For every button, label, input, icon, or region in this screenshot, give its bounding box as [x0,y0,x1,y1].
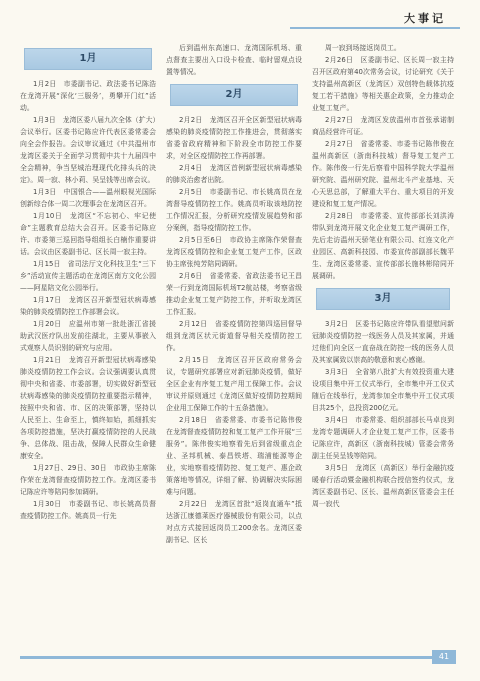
chronicle-entry: 2月2日 龙湾区召开全区新型冠状病毒感染的肺炎疫情防控工作推进会，贯彻落实省委省政府精神和下阶段全市防控工作要求，对全区疫情防控工作再部署。 [166,116,302,160]
chronicle-entry: 1月15日 省司法厅文化科技卫生“三下乡”活动宣传主题活动在龙湾区南方文化公园——阿星陪文化公园举行。 [20,260,156,292]
footer-rule [20,656,440,659]
header-rule [290,27,460,29]
column-1 [20,42,156,522]
chronicle-entry: 2月28日 市委常委、宣传部部长刘洪涛带队到龙湾开展文化企业复工复产调研工作，先后走访温州天骄笔业有限公司、红连文化产业园区、高新科技园、市委宣传部副部长魏平生、龙湾区委常委、宣传部部长施林彬陪同开展调研。 [312,212,454,280]
section-title: 大事记 [404,12,446,25]
chronicle-entry: 3月5日 龙湾区（高新区）举行金融抗疫暖春行活动暨金融机构联合授信签约仪式，龙湾区委副书记、区长、温州高新区管委会主任周一寂代 [312,464,454,508]
column-2 [166,42,302,546]
chronicle-entry: 1月17日 龙湾区召开新型冠状病毒感染的肺炎疫情防控工作部署会议。 [20,296,156,316]
chronicle-entry: 3月3日 全省第八批扩大有效投资重大建设项目集中开工仪式举行，全市集中开工仪式随后在线举行，龙湾参加全市集中开工仪式项目共25个，总投资200亿元。 [312,368,454,412]
chronicle-entry: 2月15日 龙湾区召开区政府常务会议，专题研究部署应对新冠肺炎疫情，做好全区企业有序复工复产用工保障工作。会议审议并原则通过《龙湾区做好疫情防控期间企业用工保障工作的十五条措施》。 [166,356,302,412]
month-heading: 3月 [316,288,450,310]
chronicle-entry: 1月3日 龙湾区委八届九次全体（扩大）会议举行。区委书记陈应许代表区委常委会向全会作报告。会议审议通过《中共温州市龙湾区委关于全面学习贯彻中共十九届四中全会精神，争当坚城治理现代化排头兵的决定》。周一寂、林小莉、吴呈钱等出席会议。 [20,116,156,184]
chronicle-entry: 2月26日 区委副书记、区长周一寂主持召开区政府第40次常务会议，讨论研究《关于支持温州高新区（龙湾区）双创特色载体抗疫复工若干措施》等相关惠企政策，全力推动企业复工复产。 [312,56,454,112]
chronicle-entry: 1月30日 市委副书记、市长姚高员督查疫情防控工作。姚高员一行先 [20,500,156,520]
chronicle-entry: 2月6日 省委常委、省政法委书记王昌荣一行到龙湾国际机场T2航站楼，考察省级推动企业复工复产防控工作，并听取龙湾区工作汇报。 [166,272,302,316]
chronicle-entry: 1月27日、29日、30日 市政协主席陈作荣在龙湾督查疫情防控工作。龙湾区委书记陈应许等陪同参加调研。 [20,464,156,496]
chronicle-entry: 2月5日至6日 市政协主席陈作荣督查龙湾区疫情防控和企业复工复产工作，区政协主席张纯芳陪同调研。 [166,236,302,268]
chronicle-entry: 1月3日 中国银合——温州眼视光国际创新综合体一周二次理事会在龙湾区召开。 [20,188,156,208]
chronicle-entry: 周一寂到场接返岗员工。 [325,44,401,52]
chronicle-entry: 2月12日 省委疫情防控第四巡回督导组到龙湾区状元街道督导相关疫情防控工作。 [166,320,302,352]
chronicle-entry: 2月22日 龙湾区首批“返岗直通车”抵达浙江康德莱医疗器械股份有限公司，以点对点方式接回返岗员工200余名。龙湾区委副书记、区长 [166,500,302,544]
page-header [0,0,480,30]
chronicle-entry: 1月20日 应温州市第一批赴浙江省援助武汉医疗队出发前往湖北，主要从事嵌入式观察人员识别的研究与应用。 [20,320,156,352]
chronicle-entry: 2月27日 省委常委、市委书记陈伟俊在温州高新区（浙南科技城）督导复工复产工作。陈伟俊一行先后察看中国科学院大学温州研究院、温州研究院、温州北斗产业基地、天心天思总部，了解重大平台、重大项目的开发建设和复工复产情况。 [312,140,454,208]
chronicle-entry: 3月2日 区委书记陈应许带队看望慰问新冠肺炎疫情防控一线医务人员及其家属，并通过他们向全区一直奋战在防控一线的医务人员及其家属致以崇高的敬意和衷心感谢。 [312,320,454,364]
chronicle-entry: 1月2日 市委副书记、政法委书记陈浩在龙湾开展“深化‘三服务’，勇攀开门红”活动。 [20,80,156,112]
chronicle-entry: 2月4日 龙湾区首例新型冠状病毒感染的肺炎治愈者出院。 [166,164,302,184]
chronicle-entry: 1月21日 龙湾召开新型冠状病毒感染肺炎疫情防控工作会议。会议强调要认真贯彻中央和省委、市委部署，切实做好新型冠状病毒感染的肺炎疫情防控重要指示精神，按照中央和省、市、区的决策部署，坚持以人民至上、生命至上，慎终如始，抓细抓实各项防控措施，坚决打赢疫情防控的人民战争、总体战、阻击战，保障人民群众生命健康安全。 [20,356,156,460]
page-number: 41 [432,650,456,664]
chronicle-entry: 1月10日 龙湾区“不忘初心、牢记使命”主题教育总结大会召开。区委书记陈应许、市委第三巡回指导组组长白楠作重要讲话。会议由区委副书记、区长周一寂主持。 [20,212,156,256]
month-heading: 2月 [170,84,298,106]
chronicle-entry: 后到温州东高速口、龙湾国际机场、重点督查主要出入口设卡检查、临时留观点设置等情况。 [166,44,302,76]
chronicle-entry: 2月18日 省委常委、市委书记陈伟俊在龙湾督查疫情防控和复工复产工作开展“三服务”。陈伟俊实地察看先后到省级重点企业、圣邦机械、泰昌铁塔、瑞浦能源等企业，实地察看疫情防控、复工复产、惠企政策落地等情况，详细了解、协调解决实际困难与问题。 [166,416,302,496]
chronicle-entry: 2月5日 市委副书记、市长姚高员在龙湾督导疫情防控工作。姚高员听取该地防控工作情况汇报，分析研究疫情发展趋势和部分案例，指导疫情防控工作。 [166,188,302,232]
chronicle-entry: 3月4日 市委常委、组织部部长马卓良到龙湾专题调研人才企业复工复产工作，区委书记陈应许，高新区（浙南科技城）管委会常务副主任吴呈钱等陪同。 [312,416,454,460]
column-3 [312,42,454,510]
chronicle-entry: 2月27日 龙湾区发放温州市首张承诺制商品经营许可证。 [312,116,454,136]
month-heading: 1月 [24,48,152,70]
